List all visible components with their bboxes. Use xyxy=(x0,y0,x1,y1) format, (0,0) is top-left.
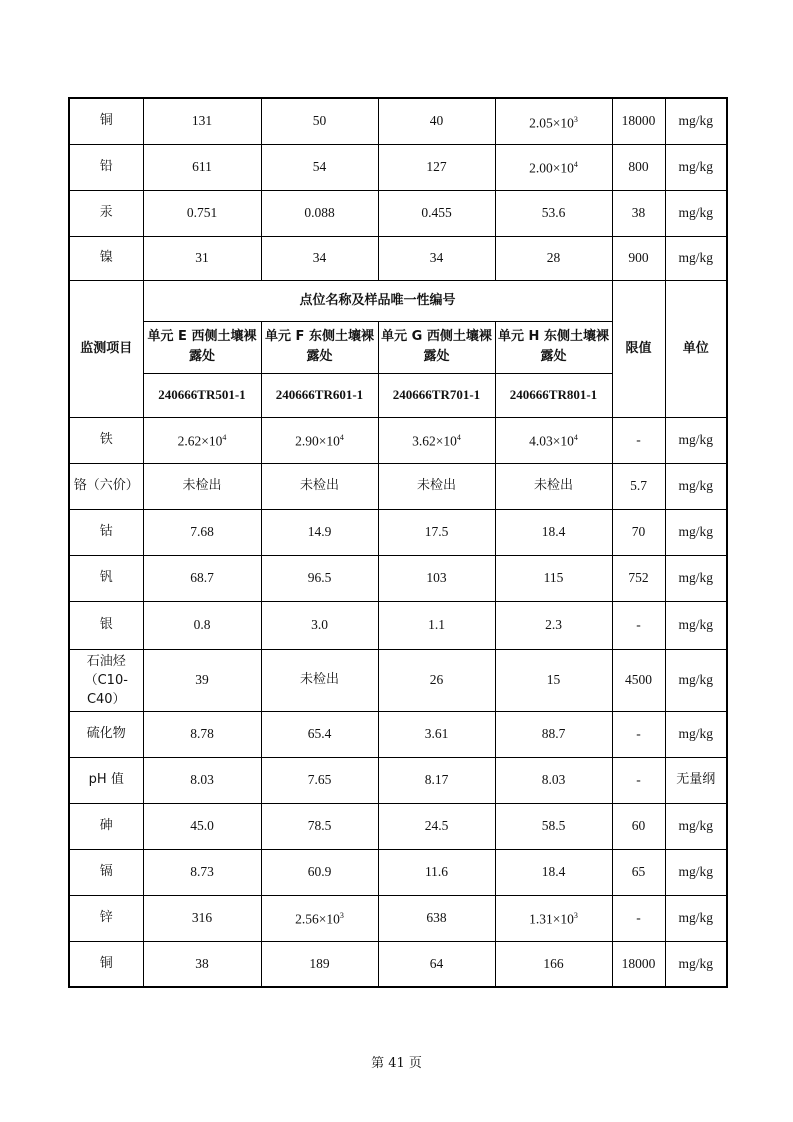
value-exponent: 4 xyxy=(339,433,344,443)
value-cell: 3.0 xyxy=(261,601,378,649)
table-body xyxy=(69,98,727,987)
table-row xyxy=(69,555,727,601)
unit-cell: mg/kg xyxy=(665,555,727,601)
table-row xyxy=(69,849,727,895)
item-cell: pH 值 xyxy=(69,757,143,803)
limit-cell: - xyxy=(612,895,665,941)
table-row xyxy=(69,144,727,190)
limit-cell: - xyxy=(612,417,665,463)
limit-cell: - xyxy=(612,711,665,757)
header-row-group xyxy=(69,280,727,321)
value-exponent: 4 xyxy=(456,433,461,443)
sample-code: 240666TR701-1 xyxy=(378,373,495,417)
item-cell: 砷 xyxy=(69,803,143,849)
value-base: 2.62×10 xyxy=(177,433,223,449)
table-row xyxy=(69,757,727,803)
unit-cell: mg/kg xyxy=(665,144,727,190)
site-header: 单元 E 西侧土壤裸露处 xyxy=(143,321,261,373)
value-cell: 31 xyxy=(143,236,261,280)
value-base: 1.31×10 xyxy=(529,911,574,927)
value-exponent: 3 xyxy=(573,911,578,921)
value-base: 3.62×10 xyxy=(412,433,457,449)
site-header: 单元 G 西侧土壤裸露处 xyxy=(378,321,495,373)
value-base: 2.56×10 xyxy=(295,911,340,927)
value-cell: 8.03 xyxy=(143,757,261,803)
value-cell: 88.7 xyxy=(495,711,612,757)
item-cell: 钴 xyxy=(69,509,143,555)
value-cell: 0.455 xyxy=(378,190,495,236)
value-cell: 638 xyxy=(378,895,495,941)
unit-cell: mg/kg xyxy=(665,941,727,987)
value-cell: 未检出 xyxy=(261,463,378,509)
value-cell: 28 xyxy=(495,236,612,280)
item-cell: 硫化物 xyxy=(69,711,143,757)
value-cell: 78.5 xyxy=(261,803,378,849)
value-exponent: 4 xyxy=(222,433,227,443)
table-row xyxy=(69,509,727,555)
value-cell xyxy=(261,417,378,463)
item-cell: 铜 xyxy=(69,941,143,987)
unit-cell: mg/kg xyxy=(665,803,727,849)
value-cell: 54 xyxy=(261,144,378,190)
value-cell: 8.78 xyxy=(143,711,261,757)
unit-cell: mg/kg xyxy=(665,711,727,757)
value-cell: 64 xyxy=(378,941,495,987)
value-cell: 18.4 xyxy=(495,509,612,555)
value-cell: 26 xyxy=(378,649,495,711)
table-row xyxy=(69,417,727,463)
sample-code: 240666TR801-1 xyxy=(495,373,612,417)
value-cell: 316 xyxy=(143,895,261,941)
site-header: 单元 F 东侧土壤裸露处 xyxy=(261,321,378,373)
value-base: 2.05×10 xyxy=(529,115,574,130)
table-row xyxy=(69,803,727,849)
value-cell: 7.65 xyxy=(261,757,378,803)
item-cell: 锌 xyxy=(69,895,143,941)
value-cell: 17.5 xyxy=(378,509,495,555)
unit-cell: mg/kg xyxy=(665,236,727,280)
value-cell: 103 xyxy=(378,555,495,601)
value-cell: 15 xyxy=(495,649,612,711)
unit-column-header: 单位 xyxy=(665,280,727,417)
unit-cell: mg/kg xyxy=(665,190,727,236)
sample-code: 240666TR501-1 xyxy=(143,373,261,417)
value-cell xyxy=(378,417,495,463)
limit-cell: 800 xyxy=(612,144,665,190)
value-base: 2.90×10 xyxy=(295,433,340,449)
value-cell: 8.17 xyxy=(378,757,495,803)
table-row xyxy=(69,895,727,941)
value-cell xyxy=(495,417,612,463)
table-row xyxy=(69,190,727,236)
item-cell: 铜 xyxy=(69,98,143,144)
value-cell: 45.0 xyxy=(143,803,261,849)
table-row xyxy=(69,711,727,757)
value-cell: 18.4 xyxy=(495,849,612,895)
unit-cell: mg/kg xyxy=(665,509,727,555)
unit-cell: mg/kg xyxy=(665,849,727,895)
limit-cell: 70 xyxy=(612,509,665,555)
value-cell: 7.68 xyxy=(143,509,261,555)
value-cell xyxy=(143,417,261,463)
value-cell: 未检出 xyxy=(495,463,612,509)
sample-code: 240666TR601-1 xyxy=(261,373,378,417)
value-base: 4.03×10 xyxy=(529,433,574,449)
unit-cell: mg/kg xyxy=(665,417,727,463)
limit-cell: 60 xyxy=(612,803,665,849)
unit-cell: 无量纲 xyxy=(665,757,727,803)
limit-cell: 5.7 xyxy=(612,463,665,509)
limit-cell: 18000 xyxy=(612,98,665,144)
value-cell: 68.7 xyxy=(143,555,261,601)
table-row xyxy=(69,236,727,280)
limit-cell: - xyxy=(612,757,665,803)
value-cell: 38 xyxy=(143,941,261,987)
item-cell: 镍 xyxy=(69,236,143,280)
unit-cell: mg/kg xyxy=(665,463,727,509)
value-cell: 39 xyxy=(143,649,261,711)
monitoring-table xyxy=(68,97,728,988)
value-cell xyxy=(261,895,378,941)
value-cell: 53.6 xyxy=(495,190,612,236)
item-cell: 铅 xyxy=(69,144,143,190)
value-exponent: 3 xyxy=(339,911,344,921)
value-cell: 166 xyxy=(495,941,612,987)
value-cell: 127 xyxy=(378,144,495,190)
value-cell: 131 xyxy=(143,98,261,144)
limit-cell: - xyxy=(612,601,665,649)
limit-cell: 38 xyxy=(612,190,665,236)
value-exponent: 4 xyxy=(573,160,578,170)
item-cell: 镉 xyxy=(69,849,143,895)
value-cell: 611 xyxy=(143,144,261,190)
value-cell: 8.73 xyxy=(143,849,261,895)
table-row xyxy=(69,649,727,711)
item-cell: 银 xyxy=(69,601,143,649)
value-cell: 3.61 xyxy=(378,711,495,757)
item-cell: 铬（六价） xyxy=(69,463,143,509)
page-number: 第 41 页 xyxy=(371,1056,422,1071)
value-cell: 11.6 xyxy=(378,849,495,895)
table-row xyxy=(69,601,727,649)
item-cell: 钒 xyxy=(69,555,143,601)
value-cell: 未检出 xyxy=(261,649,378,711)
limit-cell: 4500 xyxy=(612,649,665,711)
value-cell: 60.9 xyxy=(261,849,378,895)
limit-cell: 18000 xyxy=(612,941,665,987)
value-cell: 2.3 xyxy=(495,601,612,649)
site-header: 单元 H 东侧土壤裸露处 xyxy=(495,321,612,373)
value-cell: 未检出 xyxy=(378,463,495,509)
value-cell: 24.5 xyxy=(378,803,495,849)
unit-cell: mg/kg xyxy=(665,895,727,941)
value-cell: 65.4 xyxy=(261,711,378,757)
value-cell: 115 xyxy=(495,555,612,601)
unit-cell: mg/kg xyxy=(665,601,727,649)
value-base: 2.00×10 xyxy=(529,160,574,176)
group-header: 点位名称及样品唯一性编号 xyxy=(143,280,612,321)
unit-cell: mg/kg xyxy=(665,98,727,144)
value-cell: 1.1 xyxy=(378,601,495,649)
table-row xyxy=(69,463,727,509)
unit-cell: mg/kg xyxy=(665,649,727,711)
item-column-header: 监测项目 xyxy=(69,280,143,417)
value-cell: 0.751 xyxy=(143,190,261,236)
value-cell: 58.5 xyxy=(495,803,612,849)
value-cell: 50 xyxy=(261,98,378,144)
item-cell: 铁 xyxy=(69,417,143,463)
table-row xyxy=(69,98,727,144)
value-cell xyxy=(495,895,612,941)
value-exponent: 3 xyxy=(573,114,578,124)
value-cell: 96.5 xyxy=(261,555,378,601)
value-cell: 8.03 xyxy=(495,757,612,803)
value-cell: 34 xyxy=(261,236,378,280)
value-cell xyxy=(495,98,612,144)
value-cell: 0.088 xyxy=(261,190,378,236)
value-exponent: 4 xyxy=(573,433,578,443)
value-cell: 未检出 xyxy=(143,463,261,509)
value-cell: 40 xyxy=(378,98,495,144)
value-cell: 0.8 xyxy=(143,601,261,649)
value-cell xyxy=(495,144,612,190)
value-cell: 14.9 xyxy=(261,509,378,555)
limit-column-header: 限值 xyxy=(612,280,665,417)
value-cell: 34 xyxy=(378,236,495,280)
value-cell: 189 xyxy=(261,941,378,987)
item-cell: 汞 xyxy=(69,190,143,236)
limit-cell: 900 xyxy=(612,236,665,280)
limit-cell: 752 xyxy=(612,555,665,601)
item-cell: 石油烃（C10-C40） xyxy=(69,649,143,711)
table-row xyxy=(69,941,727,987)
limit-cell: 65 xyxy=(612,849,665,895)
